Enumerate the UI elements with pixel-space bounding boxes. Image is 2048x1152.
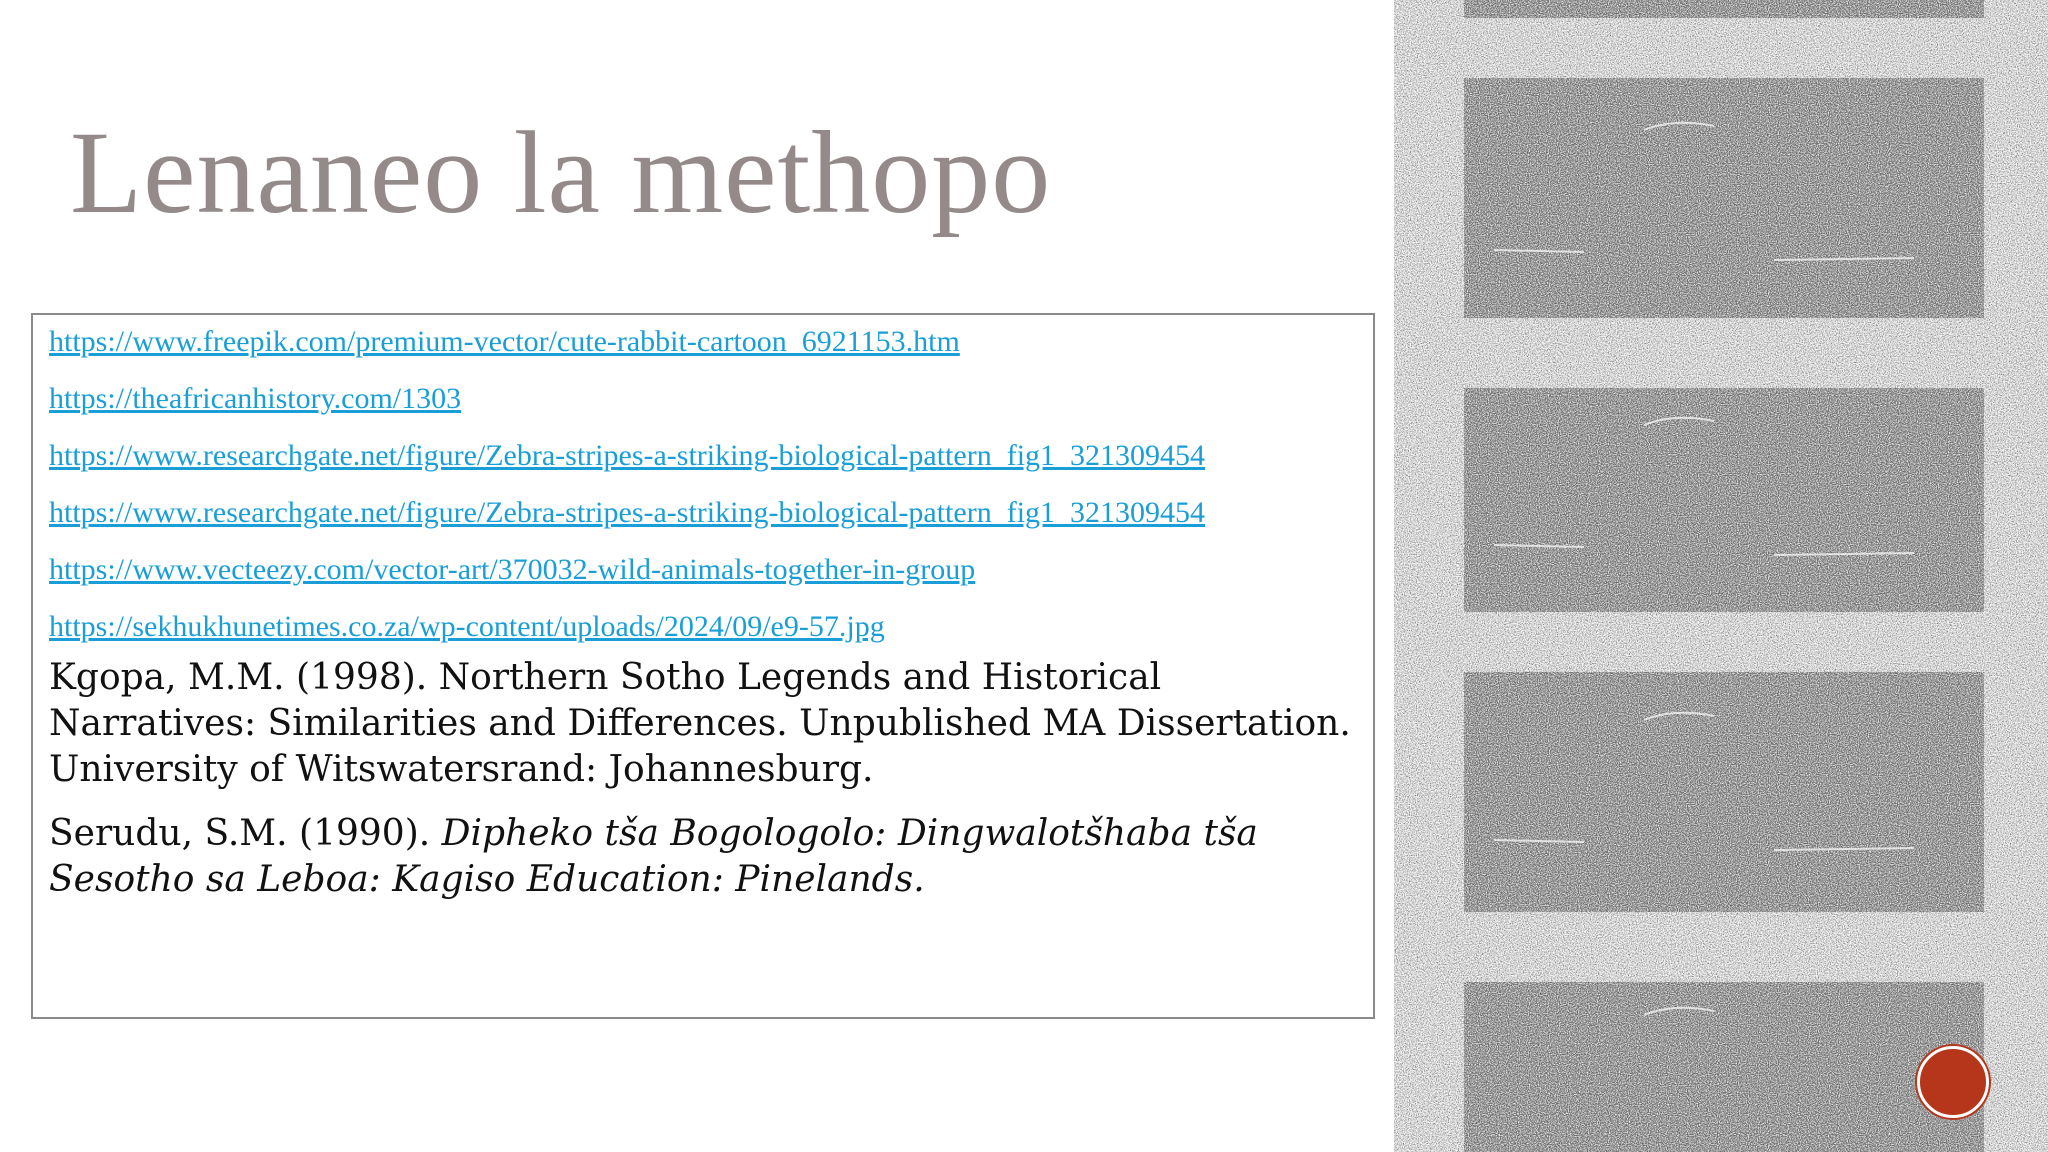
reference-serudu-author: Serudu, S.M. (1990).: [49, 813, 442, 854]
reference-serudu: [49, 811, 1353, 903]
slide-title: Lenaneo la methopo: [70, 107, 1052, 238]
reference-link-researchgate-1[interactable]: https://www.researchgate.net/figure/Zebra-stripes-a-striking-biological-pattern_fig1_321309454: [49, 439, 1206, 472]
decorative-texture-panel: [1394, 0, 2048, 1152]
slide-number-badge: [1917, 1046, 1989, 1118]
grunge-texture-graphic: [1394, 0, 2048, 1152]
reference-link-vecteezy[interactable]: https://www.vecteezy.com/vector-art/370032-wild-animals-together-in-group: [49, 553, 976, 586]
reference-serudu-title: Dipheko tša Bogologolo: Dingwalotšhaba tša Sesotho sa Leboa: Kagiso Education: Pinelands.: [49, 813, 1258, 900]
reference-link-sekhukhunetimes[interactable]: https://sekhukhunetimes.co.za/wp-content/uploads/2024/09/e9-57.jpg: [49, 610, 885, 643]
reference-link-africanhistory[interactable]: https://theafricanhistory.com/1303: [49, 382, 462, 415]
reference-kgopa: [49, 655, 1353, 793]
reference-link-researchgate-2[interactable]: https://www.researchgate.net/figure/Zebra-stripes-a-striking-biological-pattern_fig1_321309454: [49, 496, 1206, 529]
reference-kgopa-text: Kgopa, M.M. (1998). Northern Sotho Legends and Historical Narratives: Similarities and Differences. Unpublished MA Dissertation. University of Witswatersrand: Johannesburg.: [49, 657, 1351, 790]
references-box: [31, 313, 1375, 1019]
reference-link-freepik[interactable]: https://www.freepik.com/premium-vector/cute-rabbit-cartoon_6921153.htm: [49, 325, 960, 358]
